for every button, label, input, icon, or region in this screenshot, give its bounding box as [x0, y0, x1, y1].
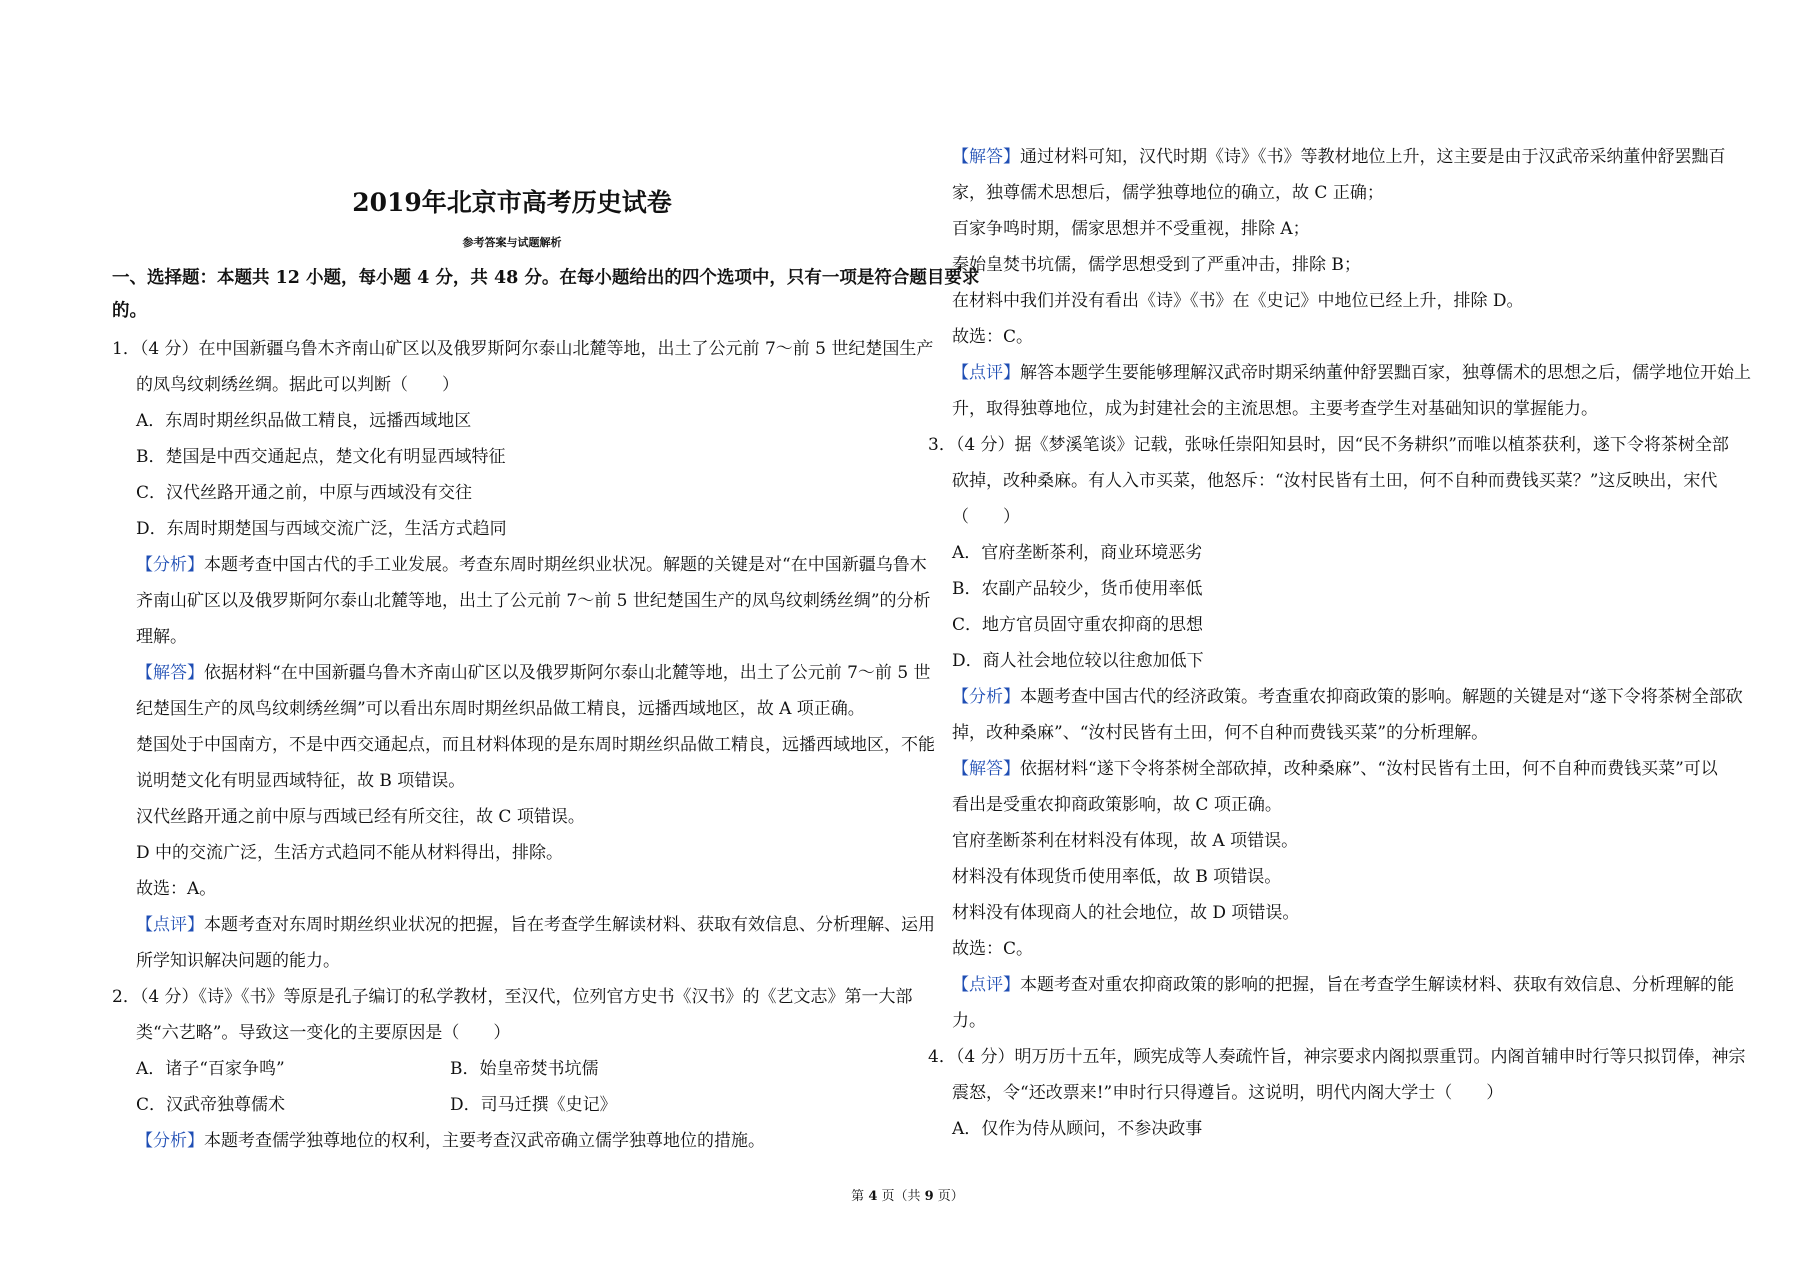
- question-2-stem: 2．（4 分）《诗》《书》等原是孔子编订的私学教材，至汉代，位列官方史书《汉书》的《艺文志》第一大部: [112, 987, 913, 1007]
- question-4-stem-cont: 震怒，令“还改票来!”申时行只得遵旨。这说明，明代内阁大学士（ ）: [952, 1083, 1504, 1103]
- question-4-stem: 4．（4 分）明万历十五年，顾宪成等人奏疏忤旨，神宗要求内阁拟票重罚。内阁首辅申时行等只拟罚俸，神宗: [928, 1047, 1746, 1067]
- question-2-answer-cont: 百家争鸣时期，儒家思想并不受重视，排除 A；: [952, 219, 1310, 239]
- question-1-answer-cont: 楚国处于中国南方，不是中西交通起点，而且材料体现的是东周时期丝织品做工精良，远播西域地区，不能: [136, 735, 935, 755]
- question-1-option-d: D．东周时期楚国与西域交流广泛，生活方式趋同: [136, 519, 507, 539]
- answer-text: 通过材料可知，汉代时期《诗》《书》等教材地位上升，这主要是由于汉武帝采纳董仲舒罢黜百: [1020, 147, 1726, 167]
- question-3-option-c: C．地方官员固守重农抑商的思想: [952, 615, 1204, 635]
- question-1-analysis-cont: 齐南山矿区以及俄罗斯阿尔泰山北麓等地，出土了公元前 7～前 5 世纪楚国生产的凤鸟纹刺绣丝绸”的分析: [136, 591, 931, 611]
- question-3-option-d: D．商人社会地位较以往愈加低下: [952, 651, 1204, 671]
- question-2-analysis: [136, 1129, 765, 1153]
- question-2-option-b: B．始皇帝焚书坑儒: [450, 1059, 599, 1079]
- footer-suffix: 页）: [933, 1189, 964, 1204]
- question-3-stem-cont: 砍掉，改种桑麻。有人入市买菜，他怒斥：“汝村民皆有土田，何不自种而费钱买菜？”这反映出，宋代: [952, 471, 1718, 491]
- question-2-answer-cont: 在材料中我们并没有看出《诗》《书》在《史记》中地位已经上升，排除 D。: [952, 291, 1524, 311]
- question-1-review-cont: 所学知识解决问题的能力。: [136, 951, 340, 971]
- question-4-option-a: A．仅作为侍从顾问，不参决政事: [952, 1119, 1203, 1139]
- page-number: 4: [868, 1189, 878, 1204]
- analysis-text: 本题考查中国古代的手工业发展。考查东周时期丝织业状况。解题的关键是对“在中国新疆乌鲁木: [204, 555, 927, 575]
- review-tag: 【点评】: [952, 975, 1020, 995]
- section-heading-cont: 的。: [112, 301, 147, 321]
- answer-text: 依据材料“遂下令将茶树全部砍掉，改种桑麻”、“汝村民皆有土田，何不自种而费钱买菜”可以: [1020, 759, 1718, 779]
- question-3-review: [952, 973, 1734, 997]
- question-3-answer: [952, 757, 1718, 781]
- question-2-option-c: C．汉武帝独尊儒术: [136, 1095, 286, 1115]
- answer-tag: 【解答】: [952, 147, 1020, 167]
- question-1-answer-cont: 纪楚国生产的凤鸟纹刺绣丝绸”可以看出东周时期丝织品做工精良，远播西域地区，故 A 项正确。: [136, 699, 865, 719]
- question-3-stem: 3．（4 分）据《梦溪笔谈》记载，张咏任崇阳知县时，因“民不务耕织”而唯以植茶获利，遂下令将茶树全部: [928, 435, 1729, 455]
- review-tag: 【点评】: [136, 915, 204, 935]
- question-3-analysis-cont: 掉，改种桑麻”、“汝村民皆有土田，何不自种而费钱买菜”的分析理解。: [952, 723, 1489, 743]
- analysis-tag: 【分析】: [136, 555, 204, 575]
- question-1-answer: [136, 661, 931, 685]
- page-footer: [0, 1188, 1815, 1206]
- question-1-analysis-cont: 理解。: [136, 627, 187, 647]
- question-1-answer-cont: 说明楚文化有明显西域特征，故 B 项错误。: [136, 771, 466, 791]
- question-3-choice: 故选：C。: [952, 939, 1034, 959]
- question-3-review-cont: 力。: [952, 1011, 986, 1031]
- question-3-answer-cont: 材料没有体现商人的社会地位，故 D 项错误。: [952, 903, 1300, 923]
- question-1-option-b: B．楚国是中西交通起点，楚文化有明显西域特征: [136, 447, 506, 467]
- question-3-answer-cont: 材料没有体现货币使用率低，故 B 项错误。: [952, 867, 1282, 887]
- analysis-tag: 【分析】: [136, 1131, 204, 1151]
- answer-text: 依据材料“在中国新疆乌鲁木齐南山矿区以及俄罗斯阿尔泰山北麓等地，出土了公元前 7～前 5 世: [204, 663, 931, 683]
- question-1-option-a: A．东周时期丝织品做工精良，远播西域地区: [136, 411, 472, 431]
- answer-tag: 【解答】: [952, 759, 1020, 779]
- question-1-choice: 故选：A。: [136, 879, 217, 899]
- question-1-stem: 1．（4 分）在中国新疆乌鲁木齐南山矿区以及俄罗斯阿尔泰山北麓等地，出土了公元前 7～前 5 世纪楚国生产: [112, 339, 934, 359]
- question-1-stem-cont: 的凤鸟纹刺绣丝绸。据此可以判断（ ）: [136, 375, 459, 395]
- question-1-answer-cont: 汉代丝路开通之前中原与西域已经有所交往，故 C 项错误。: [136, 807, 585, 827]
- review-text: 本题考查对重农抑商政策的影响的把握，旨在考查学生解读材料、获取有效信息、分析理解的能: [1020, 975, 1734, 995]
- review-tag: 【点评】: [952, 363, 1020, 383]
- paper-subtitle: 参考答案与试题解析: [462, 236, 562, 249]
- question-1-answer-cont: D 中的交流广泛，生活方式趋同不能从材料得出，排除。: [136, 843, 564, 863]
- question-3-option-a: A．官府垄断茶利，商业环境恶劣: [952, 543, 1203, 563]
- question-2-option-d: D．司马迁撰《史记》: [450, 1095, 617, 1115]
- analysis-tag: 【分析】: [952, 687, 1020, 707]
- review-text: 解答本题学生要能够理解汉武帝时期采纳董仲舒罢黜百家，独尊儒术的思想之后，儒学地位开始上: [1020, 363, 1751, 383]
- section-heading: 一、选择题：本题共 12 小题，每小题 4 分，共 48 分。在每小题给出的四个选项中，只有一项是符合题目要求: [112, 268, 980, 288]
- footer-middle: 页（共: [877, 1189, 925, 1204]
- question-2-answer: [952, 145, 1726, 169]
- question-1-analysis: [136, 553, 927, 577]
- page-total: 9: [924, 1189, 934, 1204]
- question-2-review-cont: 升，取得独尊地位，成为封建社会的主流思想。主要考查学生对基础知识的掌握能力。: [952, 399, 1598, 419]
- analysis-text: 本题考查中国古代的经济政策。考查重农抑商政策的影响。解题的关键是对“遂下令将茶树全部砍: [1020, 687, 1743, 707]
- question-3-stem-cont: （ ）: [952, 507, 1020, 527]
- question-1-option-c: C．汉代丝路开通之前，中原与西域没有交往: [136, 483, 473, 503]
- question-2-choice: 故选：C。: [952, 327, 1034, 347]
- question-2-answer-cont: 家，独尊儒术思想后，儒学独尊地位的确立，故 C 正确；: [952, 183, 1384, 203]
- question-2-review: [952, 361, 1751, 385]
- question-2-stem-cont: 类“六艺略”。导致这一变化的主要原因是（ ）: [136, 1023, 511, 1043]
- analysis-text: 本题考查儒学独尊地位的权利，主要考查汉武帝确立儒学独尊地位的措施。: [204, 1131, 765, 1151]
- question-2-answer-cont: 秦始皇焚书坑儒，儒学思想受到了严重冲击，排除 B；: [952, 255, 1361, 275]
- answer-tag: 【解答】: [136, 663, 204, 683]
- question-3-analysis: [952, 685, 1743, 709]
- question-3-answer-cont: 看出是受重农抑商政策影响，故 C 项正确。: [952, 795, 1282, 815]
- question-1-review: [136, 913, 935, 937]
- footer-prefix: 第: [851, 1189, 869, 1204]
- paper-title: 2019年北京市高考历史试卷: [352, 188, 672, 217]
- question-3-answer-cont: 官府垄断茶利在材料没有体现，故 A 项错误。: [952, 831, 1299, 851]
- question-3-option-b: B．农副产品较少，货币使用率低: [952, 579, 1203, 599]
- review-text: 本题考查对东周时期丝织业状况的把握，旨在考查学生解读材料、获取有效信息、分析理解、运用: [204, 915, 935, 935]
- question-2-option-a: A．诸子“百家争鸣”: [136, 1059, 285, 1079]
